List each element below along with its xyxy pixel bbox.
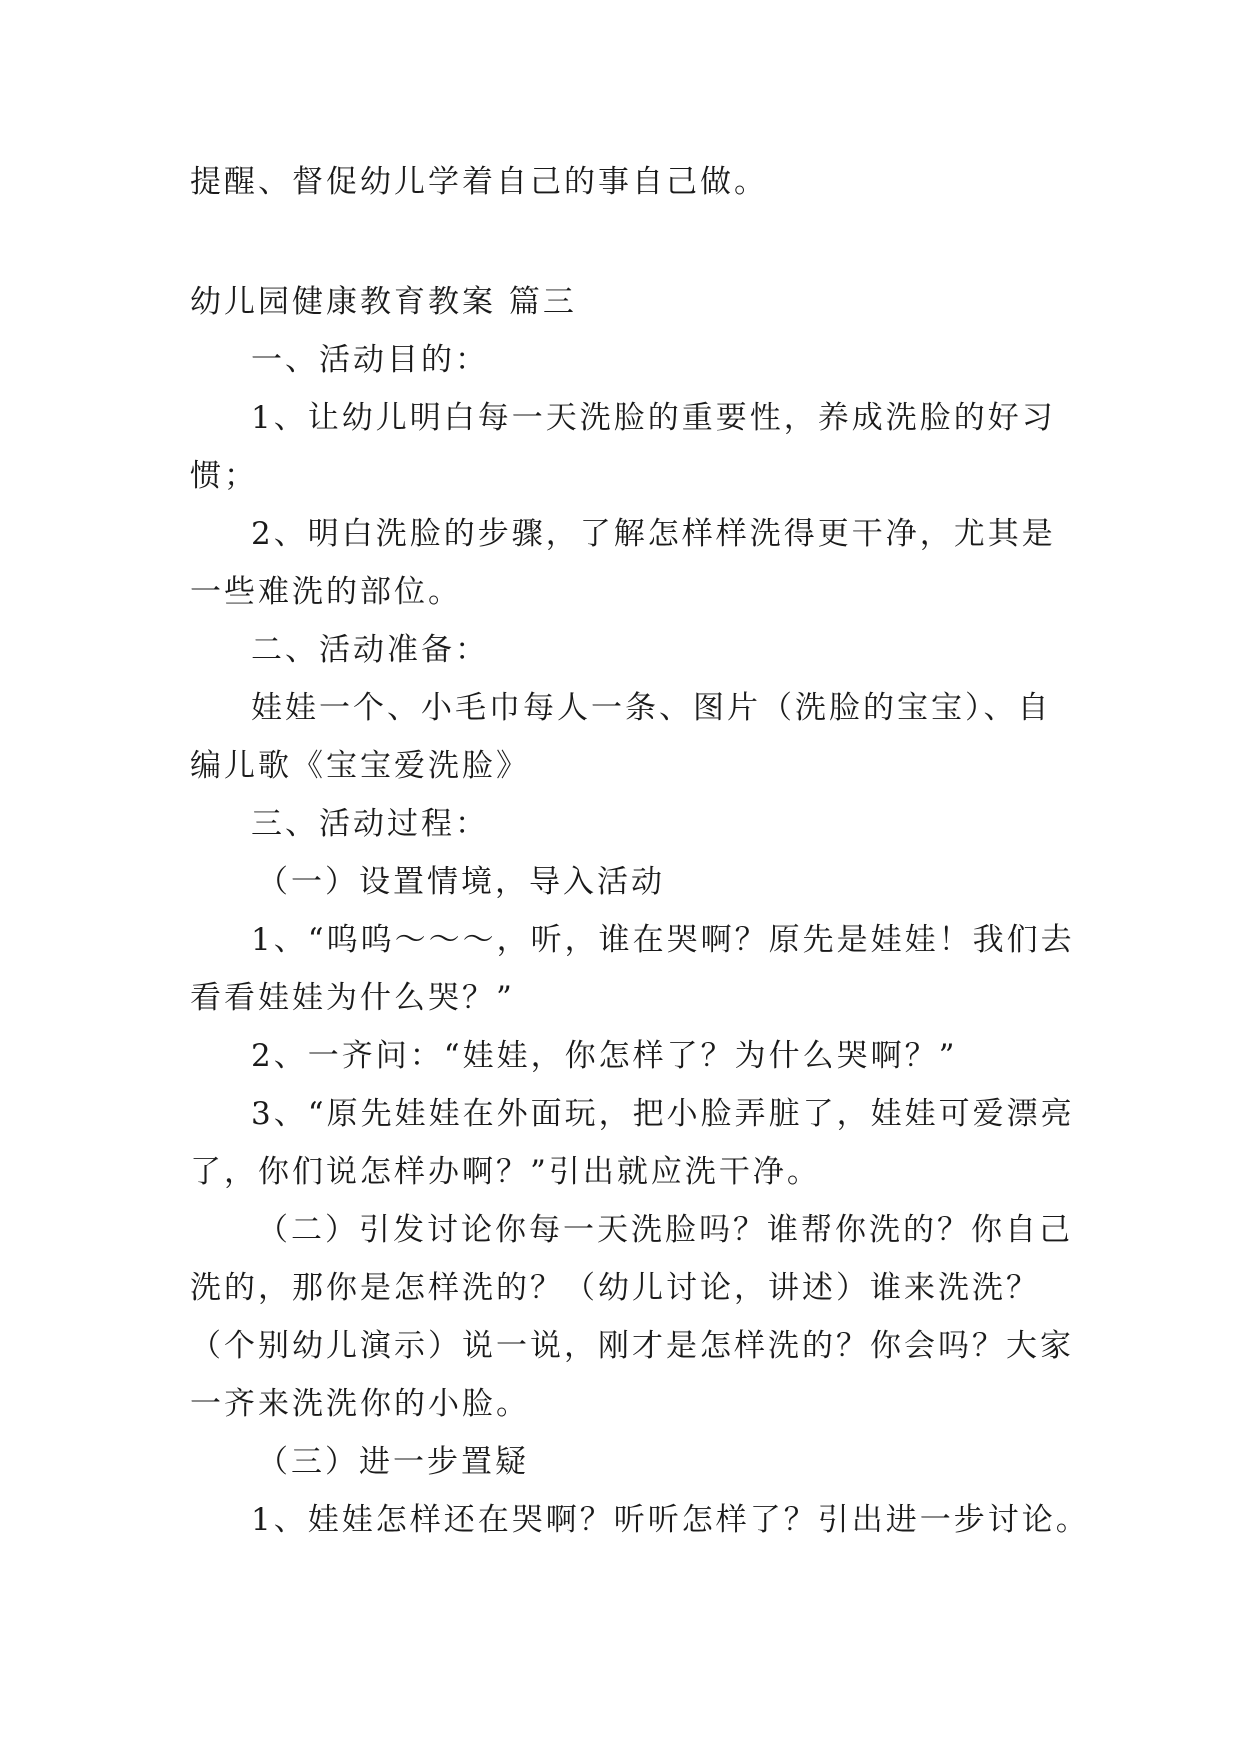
step-heading: （三）进一步置疑	[257, 1444, 529, 1480]
paragraph-line: 1、娃娃怎样还在哭啊？听听怎样了？引出进一步讨论。	[251, 1502, 1090, 1538]
paragraph-line: 了，你们说怎样办啊？”引出就应洗干净。	[190, 1154, 821, 1190]
paragraph-line: 洗的，那你是怎样洗的？（幼儿讨论，讲述）谁来洗洗？	[190, 1270, 1040, 1306]
paragraph-line: 一些难洗的部位。	[190, 574, 462, 610]
paragraph-line: 一齐来洗洗你的小脸。	[190, 1386, 530, 1422]
paragraph-line: 1、“呜呜～～～，听，谁在哭啊？原先是娃娃！我们去	[251, 922, 1075, 958]
subsection-heading: 二、活动准备：	[251, 632, 489, 668]
paragraph-line: 2、明白洗脸的步骤，了解怎样样洗得更干净，尤其是	[251, 516, 1056, 552]
paragraph-line: （二）引发讨论你每一天洗脸吗？谁帮你洗的？你自己	[257, 1212, 1073, 1248]
paragraph-line: （个别幼儿演示）说一说，刚才是怎样洗的？你会吗？大家	[190, 1328, 1074, 1364]
paragraph-line: 1、让幼儿明白每一天洗脸的重要性，养成洗脸的好习	[251, 400, 1056, 436]
paragraph-line: 惯；	[190, 458, 258, 494]
section-heading: 幼儿园健康教育教案 篇三	[190, 284, 577, 320]
step-heading: （一）设置情境，导入活动	[257, 864, 665, 900]
paragraph-line: 看看娃娃为什么哭？”	[190, 980, 515, 1016]
subsection-heading: 一、活动目的：	[251, 342, 489, 378]
paragraph-line: 2、一齐问：“娃娃，你怎样了？为什么哭啊？”	[251, 1038, 958, 1074]
paragraph-line: 娃娃一个、小毛巾每人一条、图片（洗脸的宝宝）、自	[251, 690, 1052, 726]
paragraph-line: 编儿歌《宝宝爱洗脸》	[190, 748, 530, 784]
paragraph-line: 提醒、督促幼儿学着自己的事自己做。	[190, 164, 768, 200]
paragraph-line: 3、“原先娃娃在外面玩，把小脸弄脏了，娃娃可爱漂亮	[251, 1096, 1075, 1132]
subsection-heading: 三、活动过程：	[251, 806, 489, 842]
